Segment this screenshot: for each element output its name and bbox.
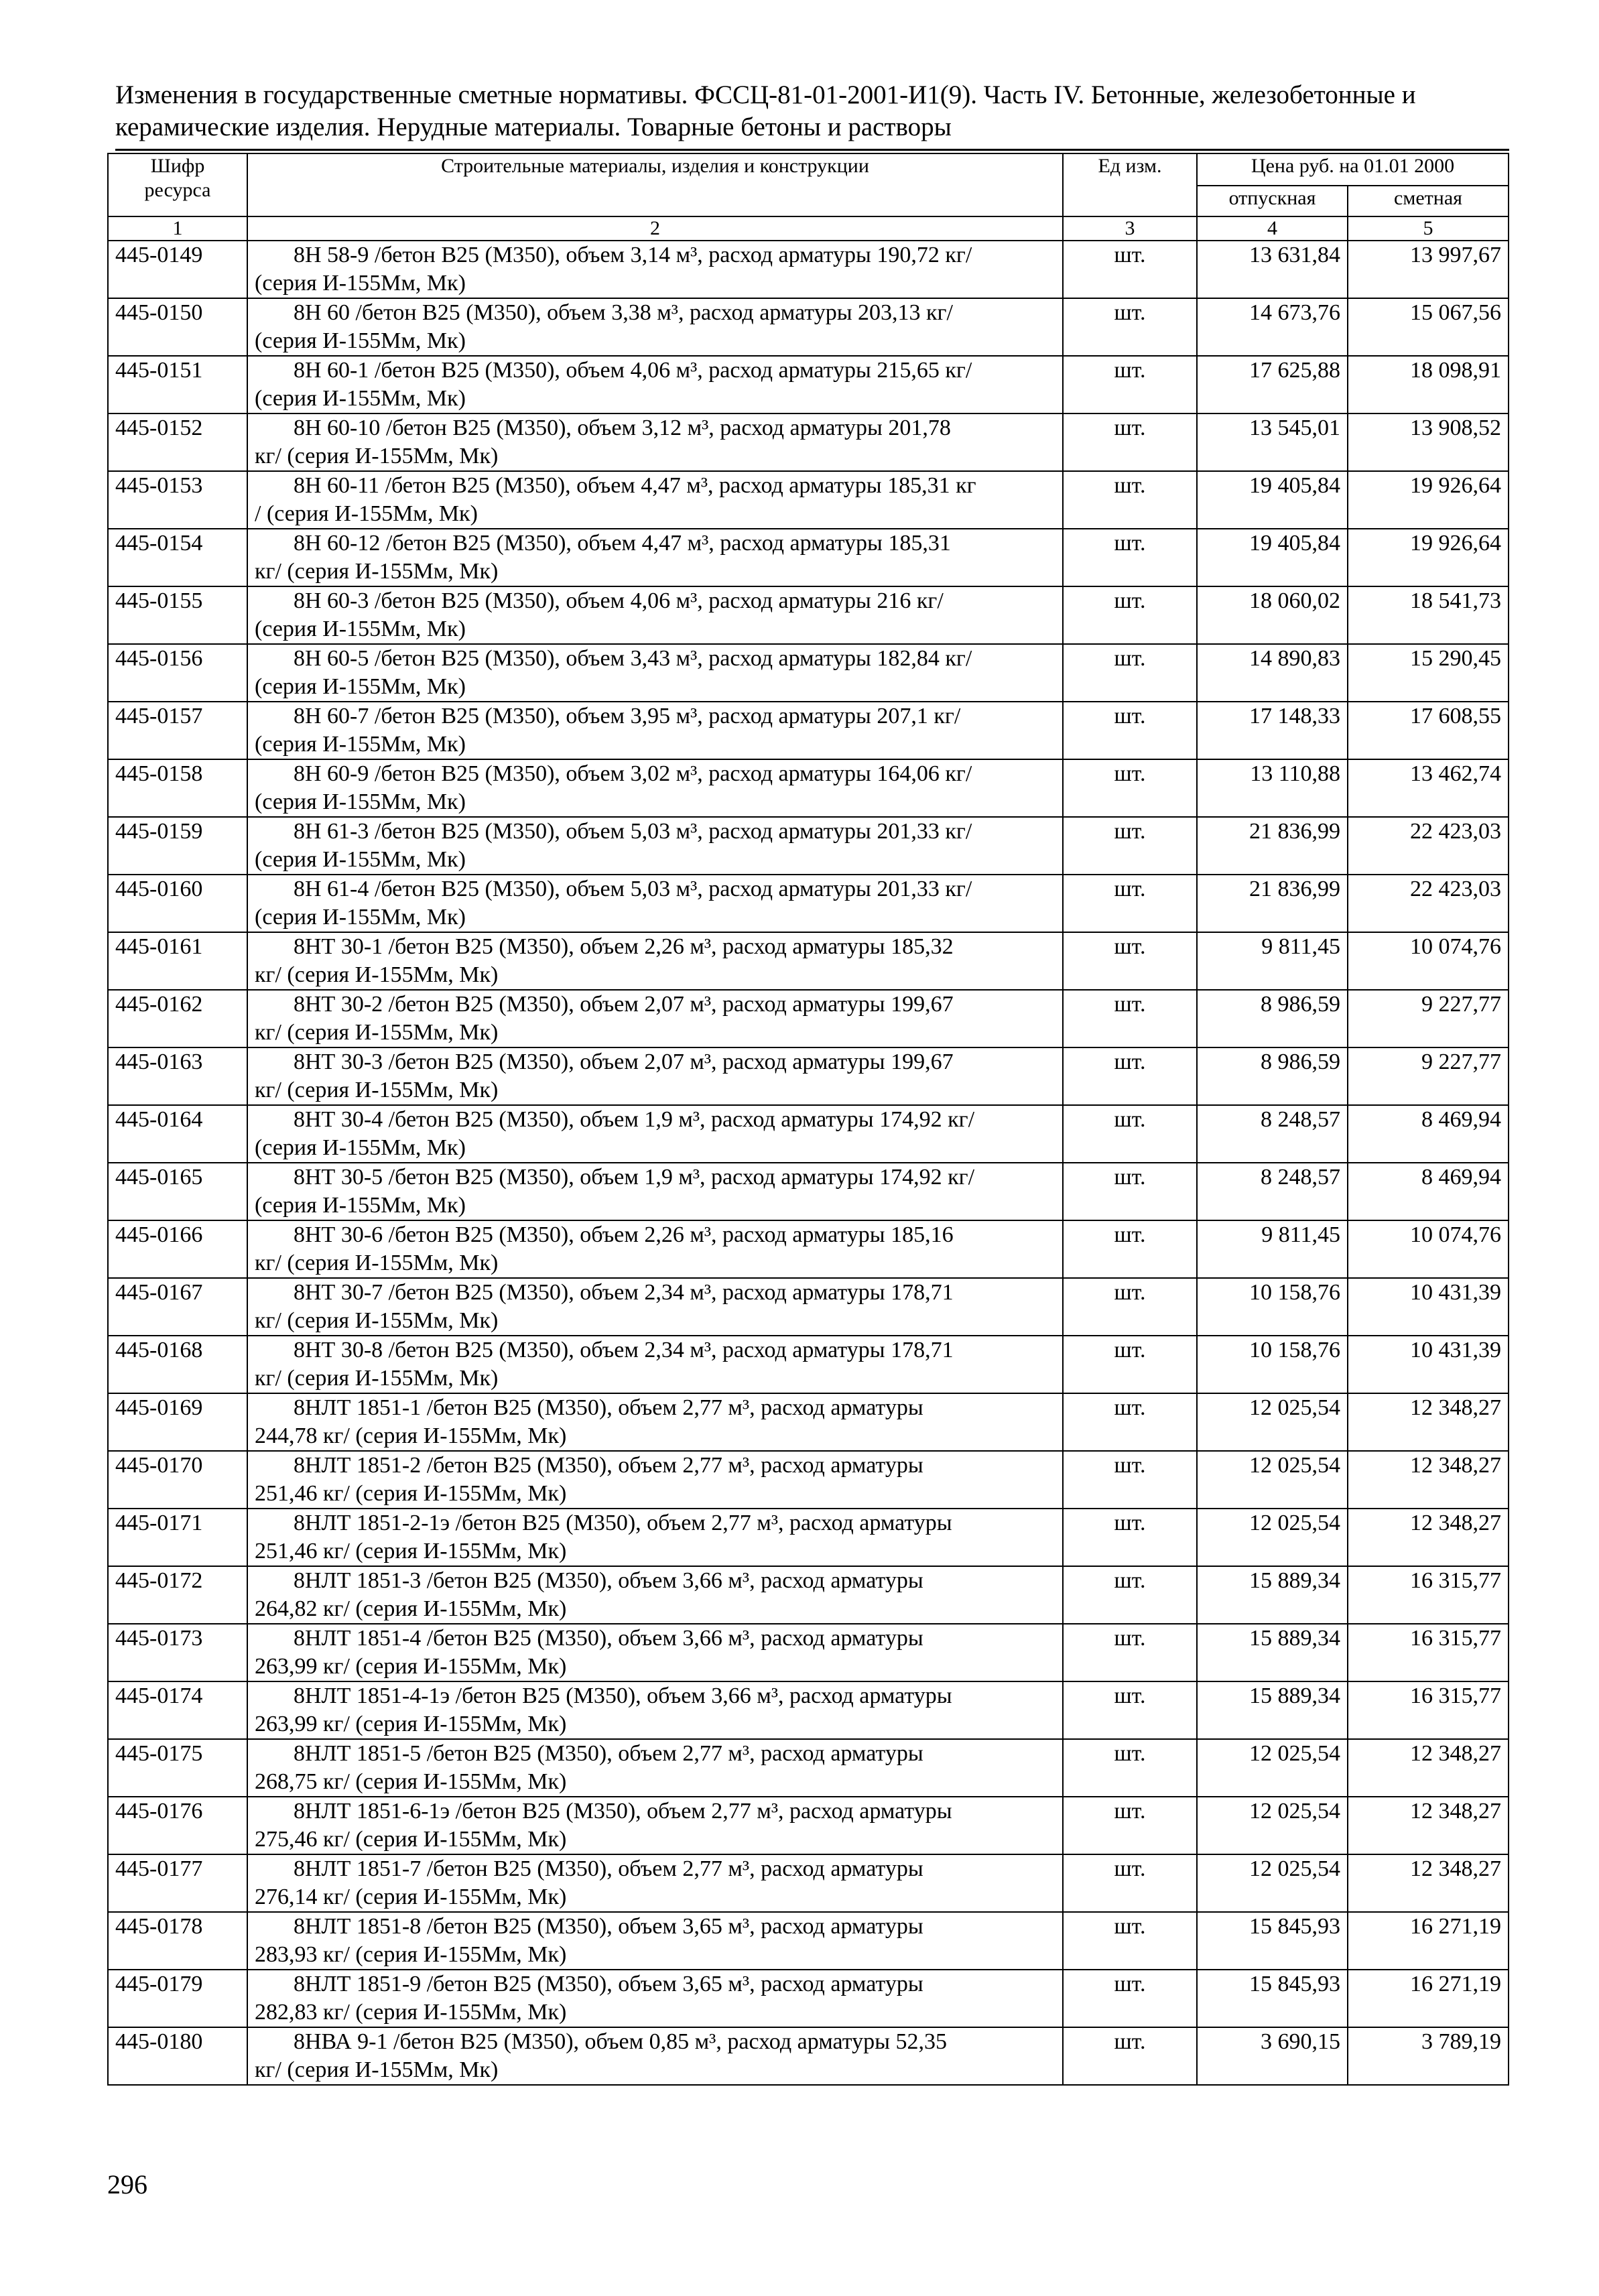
- estimate-price: 17 608,55: [1348, 702, 1509, 759]
- resource-code: 445-0158: [108, 759, 247, 817]
- description-line-2: (серия И-155Мм, Мк): [255, 386, 466, 411]
- release-price: 13 110,88: [1197, 759, 1348, 817]
- release-price: 8 248,57: [1197, 1163, 1348, 1220]
- table-row: [108, 1509, 1509, 1566]
- header-line-2: керамические изделия. Нерудные материалы. Товарные бетоны и растворы: [115, 113, 952, 141]
- estimate-price: 10 074,76: [1348, 1220, 1509, 1278]
- unit-of-measure: шт.: [1063, 1797, 1197, 1854]
- unit-of-measure: шт.: [1063, 1509, 1197, 1566]
- estimate-price: 18 541,73: [1348, 586, 1509, 644]
- col-header-code: Шифр ресурса: [108, 153, 247, 216]
- material-description: [247, 1566, 1063, 1624]
- column-number: 5: [1348, 216, 1509, 241]
- estimate-price: 12 348,27: [1348, 1509, 1509, 1566]
- estimate-price: 16 271,19: [1348, 1912, 1509, 1970]
- table-row: [108, 1797, 1509, 1854]
- estimate-price: 22 423,03: [1348, 817, 1509, 875]
- resource-code: 445-0159: [108, 817, 247, 875]
- description-line-2: кг/ (серия И-155Мм, Мк): [255, 1078, 499, 1102]
- unit-of-measure: шт.: [1063, 817, 1197, 875]
- page-number: 296: [107, 2169, 147, 2199]
- description-line-1: 8НЛТ 1851-9 /бетон В25 (М350), объем 3,65 м³, расход арматуры: [294, 1972, 923, 1996]
- unit-of-measure: шт.: [1063, 356, 1197, 413]
- estimate-price: 22 423,03: [1348, 875, 1509, 932]
- material-description: [247, 1451, 1063, 1509]
- resource-code: 445-0178: [108, 1912, 247, 1970]
- description-line-1: 8НВА 9-1 /бетон В25 (М350), объем 0,85 м³, расход арматуры 52,35: [294, 2029, 947, 2054]
- description-line-1: 8Н 60-10 /бетон В25 (М350), объем 3,12 м³, расход арматуры 201,78: [294, 416, 951, 440]
- description-line-2: кг/ (серия И-155Мм, Мк): [255, 1308, 499, 1333]
- resource-code: 445-0175: [108, 1739, 247, 1797]
- resource-code: 445-0154: [108, 529, 247, 586]
- description-line-2: 251,46 кг/ (серия И-155Мм, Мк): [255, 1481, 567, 1506]
- description-line-1: 8НЛТ 1851-7 /бетон В25 (М350), объем 2,77 м³, расход арматуры: [294, 1856, 923, 1881]
- resource-code: 445-0155: [108, 586, 247, 644]
- table-body: [108, 241, 1509, 2085]
- unit-of-measure: шт.: [1063, 586, 1197, 644]
- table-row: [108, 1912, 1509, 1970]
- description-line-2: (серия И-155Мм, Мк): [255, 328, 466, 353]
- description-line-1: 8НЛТ 1851-5 /бетон В25 (М350), объем 2,77 м³, расход арматуры: [294, 1741, 923, 1766]
- material-description: [247, 529, 1063, 586]
- table-row: [108, 1163, 1509, 1220]
- table-row: [108, 356, 1509, 413]
- description-line-2: 275,46 кг/ (серия И-155Мм, Мк): [255, 1827, 567, 1852]
- unit-of-measure: шт.: [1063, 1912, 1197, 1970]
- resource-code: 445-0160: [108, 875, 247, 932]
- description-line-1: 8Н 60-11 /бетон В25 (М350), объем 4,47 м³, расход арматуры 185,31 кг: [294, 473, 976, 498]
- material-description: [247, 586, 1063, 644]
- resource-code: 445-0177: [108, 1854, 247, 1912]
- table-row: [108, 1336, 1509, 1393]
- release-price: 15 889,34: [1197, 1681, 1348, 1739]
- table-row: [108, 644, 1509, 702]
- material-description: [247, 2027, 1063, 2085]
- estimate-price: 16 271,19: [1348, 1970, 1509, 2027]
- description-line-1: 8НЛТ 1851-1 /бетон В25 (М350), объем 2,77 м³, расход арматуры: [294, 1395, 923, 1420]
- release-price: 15 845,93: [1197, 1970, 1348, 2027]
- material-description: [247, 1739, 1063, 1797]
- description-line-2: (серия И-155Мм, Мк): [255, 1135, 466, 1160]
- table-row: [108, 1624, 1509, 1681]
- estimate-price: 10 074,76: [1348, 932, 1509, 990]
- unit-of-measure: шт.: [1063, 1278, 1197, 1336]
- description-line-2: (серия И-155Мм, Мк): [255, 1193, 466, 1218]
- estimate-price: 8 469,94: [1348, 1163, 1509, 1220]
- description-line-1: 8Н 60-1 /бетон В25 (М350), объем 4,06 м³, расход арматуры 215,65 кг/: [294, 358, 972, 383]
- resource-code: 445-0156: [108, 644, 247, 702]
- description-line-1: 8НТ 30-6 /бетон В25 (М350), объем 2,26 м³, расход арматуры 185,16: [294, 1222, 954, 1247]
- resource-code: 445-0153: [108, 471, 247, 529]
- unit-of-measure: шт.: [1063, 1970, 1197, 2027]
- estimate-price: 13 997,67: [1348, 241, 1509, 298]
- description-line-2: 263,99 кг/ (серия И-155Мм, Мк): [255, 1712, 567, 1736]
- header-line-1: Изменения в государственные сметные нормативы. ФССЦ-81-01-2001-И1(9). Часть IV. Бетонные, железобетонные и: [115, 80, 1416, 109]
- unit-of-measure: шт.: [1063, 759, 1197, 817]
- release-price: 12 025,54: [1197, 1509, 1348, 1566]
- resource-code: 445-0151: [108, 356, 247, 413]
- material-description: [247, 1336, 1063, 1393]
- release-price: 13 545,01: [1197, 413, 1348, 471]
- table-row: [108, 586, 1509, 644]
- estimate-price: 18 098,91: [1348, 356, 1509, 413]
- description-line-2: кг/ (серия И-155Мм, Мк): [255, 1020, 499, 1045]
- resource-code: 445-0149: [108, 241, 247, 298]
- description-line-1: 8НТ 30-8 /бетон В25 (М350), объем 2,34 м³, расход арматуры 178,71: [294, 1338, 954, 1362]
- estimate-price: 12 348,27: [1348, 1854, 1509, 1912]
- unit-of-measure: шт.: [1063, 1566, 1197, 1624]
- unit-of-measure: шт.: [1063, 1047, 1197, 1105]
- material-description: [247, 1681, 1063, 1739]
- description-line-2: кг/ (серия И-155Мм, Мк): [255, 962, 499, 987]
- col-header-unit: Ед изм.: [1063, 153, 1197, 216]
- material-description: [247, 1509, 1063, 1566]
- description-line-1: 8НЛТ 1851-6-1э /бетон В25 (М350), объем 2,77 м³, расход арматуры: [294, 1799, 952, 1824]
- estimate-price: 10 431,39: [1348, 1278, 1509, 1336]
- unit-of-measure: шт.: [1063, 644, 1197, 702]
- unit-of-measure: шт.: [1063, 298, 1197, 356]
- resource-code: 445-0169: [108, 1393, 247, 1451]
- description-line-2: 251,46 кг/ (серия И-155Мм, Мк): [255, 1539, 567, 1564]
- col-header-name: Строительные материалы, изделия и конструкции: [247, 153, 1063, 216]
- material-description: [247, 1970, 1063, 2027]
- unit-of-measure: шт.: [1063, 990, 1197, 1047]
- estimate-price: 9 227,77: [1348, 990, 1509, 1047]
- table-row: [108, 1278, 1509, 1336]
- table-row: [108, 1047, 1509, 1105]
- resource-code: 445-0174: [108, 1681, 247, 1739]
- resource-code: 445-0180: [108, 2027, 247, 2085]
- description-line-2: (серия И-155Мм, Мк): [255, 905, 466, 930]
- table-row: [108, 298, 1509, 356]
- release-price: 8 986,59: [1197, 1047, 1348, 1105]
- table-row: [108, 1739, 1509, 1797]
- table-row: [108, 1970, 1509, 2027]
- material-description: [247, 1163, 1063, 1220]
- unit-of-measure: шт.: [1063, 1451, 1197, 1509]
- release-price: 3 690,15: [1197, 2027, 1348, 2085]
- col-header-price: Цена руб. на 01.01 2000: [1197, 153, 1509, 186]
- release-price: 19 405,84: [1197, 529, 1348, 586]
- resource-code: 445-0171: [108, 1509, 247, 1566]
- estimate-price: 13 462,74: [1348, 759, 1509, 817]
- table-row: [108, 1854, 1509, 1912]
- resource-code: 445-0157: [108, 702, 247, 759]
- description-line-2: (серия И-155Мм, Мк): [255, 674, 466, 699]
- description-line-2: кг/ (серия И-155Мм, Мк): [255, 2057, 499, 2082]
- description-line-2: 268,75 кг/ (серия И-155Мм, Мк): [255, 1769, 567, 1794]
- material-description: [247, 759, 1063, 817]
- unit-of-measure: шт.: [1063, 1393, 1197, 1451]
- release-price: 10 158,76: [1197, 1336, 1348, 1393]
- material-description: [247, 932, 1063, 990]
- release-price: 8 986,59: [1197, 990, 1348, 1047]
- unit-of-measure: шт.: [1063, 1336, 1197, 1393]
- material-description: [247, 817, 1063, 875]
- description-line-1: 8Н 60-12 /бетон В25 (М350), объем 4,47 м³, расход арматуры 185,31: [294, 531, 951, 556]
- description-line-2: (серия И-155Мм, Мк): [255, 847, 466, 872]
- column-number: 3: [1063, 216, 1197, 241]
- release-price: 12 025,54: [1197, 1451, 1348, 1509]
- unit-of-measure: шт.: [1063, 471, 1197, 529]
- description-line-1: 8НТ 30-5 /бетон В25 (М350), объем 1,9 м³, расход арматуры 174,92 кг/: [294, 1165, 975, 1190]
- header-rule: [115, 149, 1509, 151]
- price-table: [107, 153, 1509, 2086]
- description-line-2: (серия И-155Мм, Мк): [255, 732, 466, 757]
- material-description: [247, 1393, 1063, 1451]
- release-price: 21 836,99: [1197, 875, 1348, 932]
- release-price: 17 148,33: [1197, 702, 1348, 759]
- description-line-1: 8НЛТ 1851-2 /бетон В25 (М350), объем 2,77 м³, расход арматуры: [294, 1453, 923, 1478]
- col-header-release: отпускная: [1197, 186, 1348, 216]
- release-price: 12 025,54: [1197, 1393, 1348, 1451]
- resource-code: 445-0170: [108, 1451, 247, 1509]
- description-line-1: 8Н 60 /бетон В25 (М350), объем 3,38 м³, расход арматуры 203,13 кг/: [294, 300, 953, 325]
- resource-code: 445-0166: [108, 1220, 247, 1278]
- description-line-1: 8Н 60-5 /бетон В25 (М350), объем 3,43 м³, расход арматуры 182,84 кг/: [294, 646, 972, 671]
- estimate-price: 9 227,77: [1348, 1047, 1509, 1105]
- description-line-1: 8НЛТ 1851-2-1э /бетон В25 (М350), объем 2,77 м³, расход арматуры: [294, 1511, 952, 1535]
- table-row: [108, 990, 1509, 1047]
- estimate-price: 16 315,77: [1348, 1624, 1509, 1681]
- resource-code: 445-0176: [108, 1797, 247, 1854]
- description-line-2: 283,93 кг/ (серия И-155Мм, Мк): [255, 1942, 567, 1967]
- description-line-1: 8Н 60-9 /бетон В25 (М350), объем 3,02 м³, расход арматуры 164,06 кг/: [294, 761, 972, 786]
- estimate-price: 16 315,77: [1348, 1566, 1509, 1624]
- description-line-1: 8НТ 30-4 /бетон В25 (М350), объем 1,9 м³, расход арматуры 174,92 кг/: [294, 1107, 975, 1132]
- description-line-1: 8Н 61-3 /бетон В25 (М350), объем 5,03 м³, расход арматуры 201,33 кг/: [294, 819, 972, 844]
- release-price: 21 836,99: [1197, 817, 1348, 875]
- col-header-estimate: сметная: [1348, 186, 1509, 216]
- description-line-1: 8НТ 30-7 /бетон В25 (М350), объем 2,34 м³, расход арматуры 178,71: [294, 1280, 954, 1305]
- description-line-2: (серия И-155Мм, Мк): [255, 789, 466, 814]
- release-price: 9 811,45: [1197, 932, 1348, 990]
- description-line-1: 8НТ 30-2 /бетон В25 (М350), объем 2,07 м³, расход арматуры 199,67: [294, 992, 954, 1017]
- release-price: 12 025,54: [1197, 1854, 1348, 1912]
- material-description: [247, 1624, 1063, 1681]
- estimate-price: 19 926,64: [1348, 529, 1509, 586]
- release-price: 15 889,34: [1197, 1624, 1348, 1681]
- table-row: [108, 2027, 1509, 2085]
- resource-code: 445-0165: [108, 1163, 247, 1220]
- unit-of-measure: шт.: [1063, 529, 1197, 586]
- table-row: [108, 529, 1509, 586]
- description-line-2: 276,14 кг/ (серия И-155Мм, Мк): [255, 1885, 567, 1909]
- unit-of-measure: шт.: [1063, 1681, 1197, 1739]
- release-price: 17 625,88: [1197, 356, 1348, 413]
- resource-code: 445-0162: [108, 990, 247, 1047]
- unit-of-measure: шт.: [1063, 1105, 1197, 1163]
- unit-of-measure: шт.: [1063, 1624, 1197, 1681]
- description-line-2: / (серия И-155Мм, Мк): [255, 501, 478, 526]
- table-row: [108, 1105, 1509, 1163]
- description-line-2: кг/ (серия И-155Мм, Мк): [255, 444, 499, 468]
- estimate-price: 19 926,64: [1348, 471, 1509, 529]
- release-price: 9 811,45: [1197, 1220, 1348, 1278]
- description-line-1: 8НТ 30-1 /бетон В25 (М350), объем 2,26 м³, расход арматуры 185,32: [294, 934, 954, 959]
- unit-of-measure: шт.: [1063, 932, 1197, 990]
- resource-code: 445-0167: [108, 1278, 247, 1336]
- description-line-2: 244,78 кг/ (серия И-155Мм, Мк): [255, 1423, 567, 1448]
- description-line-2: 282,83 кг/ (серия И-155Мм, Мк): [255, 2000, 567, 2025]
- material-description: [247, 1854, 1063, 1912]
- material-description: [247, 241, 1063, 298]
- resource-code: 445-0150: [108, 298, 247, 356]
- resource-code: 445-0152: [108, 413, 247, 471]
- unit-of-measure: шт.: [1063, 2027, 1197, 2085]
- table-row: [108, 702, 1509, 759]
- description-line-1: 8НЛТ 1851-8 /бетон В25 (М350), объем 3,65 м³, расход арматуры: [294, 1914, 923, 1939]
- material-description: [247, 702, 1063, 759]
- table-row: [108, 471, 1509, 529]
- release-price: 15 845,93: [1197, 1912, 1348, 1970]
- estimate-price: 16 315,77: [1348, 1681, 1509, 1739]
- description-line-2: (серия И-155Мм, Мк): [255, 617, 466, 641]
- table-row: [108, 759, 1509, 817]
- release-price: 10 158,76: [1197, 1278, 1348, 1336]
- estimate-price: 15 067,56: [1348, 298, 1509, 356]
- unit-of-measure: шт.: [1063, 1854, 1197, 1912]
- column-number: 2: [247, 216, 1063, 241]
- page-header: [115, 79, 1509, 143]
- unit-of-measure: шт.: [1063, 1220, 1197, 1278]
- unit-of-measure: шт.: [1063, 1739, 1197, 1797]
- description-line-2: кг/ (серия И-155Мм, Мк): [255, 1251, 499, 1275]
- table-row: [108, 413, 1509, 471]
- release-price: 13 631,84: [1197, 241, 1348, 298]
- description-line-1: 8НЛТ 1851-4-1э /бетон В25 (М350), объем 3,66 м³, расход арматуры: [294, 1683, 952, 1708]
- material-description: [247, 298, 1063, 356]
- material-description: [247, 1047, 1063, 1105]
- estimate-price: 3 789,19: [1348, 2027, 1509, 2085]
- table-row: [108, 1681, 1509, 1739]
- description-line-1: 8НЛТ 1851-3 /бетон В25 (М350), объем 3,66 м³, расход арматуры: [294, 1568, 923, 1593]
- release-price: 18 060,02: [1197, 586, 1348, 644]
- table-row: [108, 875, 1509, 932]
- unit-of-measure: шт.: [1063, 875, 1197, 932]
- table-row: [108, 1566, 1509, 1624]
- description-line-2: (серия И-155Мм, Мк): [255, 271, 466, 296]
- table-row: [108, 1451, 1509, 1509]
- description-line-1: 8Н 60-3 /бетон В25 (М350), объем 4,06 м³, расход арматуры 216 кг/: [294, 588, 944, 613]
- resource-code: 445-0168: [108, 1336, 247, 1393]
- table-row: [108, 817, 1509, 875]
- resource-code: 445-0161: [108, 932, 247, 990]
- release-price: 15 889,34: [1197, 1566, 1348, 1624]
- description-line-2: 264,82 кг/ (серия И-155Мм, Мк): [255, 1596, 567, 1621]
- release-price: 12 025,54: [1197, 1739, 1348, 1797]
- estimate-price: 12 348,27: [1348, 1739, 1509, 1797]
- description-line-1: 8НТ 30-3 /бетон В25 (М350), объем 2,07 м³, расход арматуры 199,67: [294, 1049, 954, 1074]
- description-line-2: 263,99 кг/ (серия И-155Мм, Мк): [255, 1654, 567, 1679]
- unit-of-measure: шт.: [1063, 1163, 1197, 1220]
- description-line-2: кг/ (серия И-155Мм, Мк): [255, 1366, 499, 1391]
- release-price: 8 248,57: [1197, 1105, 1348, 1163]
- table-row: [108, 241, 1509, 298]
- unit-of-measure: шт.: [1063, 241, 1197, 298]
- description-line-1: 8Н 61-4 /бетон В25 (М350), объем 5,03 м³, расход арматуры 201,33 кг/: [294, 877, 972, 901]
- material-description: [247, 1278, 1063, 1336]
- estimate-price: 8 469,94: [1348, 1105, 1509, 1163]
- material-description: [247, 1105, 1063, 1163]
- estimate-price: 15 290,45: [1348, 644, 1509, 702]
- resource-code: 445-0179: [108, 1970, 247, 2027]
- material-description: [247, 644, 1063, 702]
- column-number-row: [108, 216, 1509, 241]
- material-description: [247, 413, 1063, 471]
- estimate-price: 12 348,27: [1348, 1393, 1509, 1451]
- description-line-1: 8Н 60-7 /бетон В25 (М350), объем 3,95 м³, расход арматуры 207,1 кг/: [294, 704, 961, 728]
- table-row: [108, 1393, 1509, 1451]
- material-description: [247, 1220, 1063, 1278]
- resource-code: 445-0172: [108, 1566, 247, 1624]
- description-line-2: кг/ (серия И-155Мм, Мк): [255, 559, 499, 584]
- material-description: [247, 471, 1063, 529]
- release-price: 14 890,83: [1197, 644, 1348, 702]
- release-price: 14 673,76: [1197, 298, 1348, 356]
- estimate-price: 12 348,27: [1348, 1797, 1509, 1854]
- column-number: 4: [1197, 216, 1348, 241]
- material-description: [247, 875, 1063, 932]
- resource-code: 445-0163: [108, 1047, 247, 1105]
- estimate-price: 10 431,39: [1348, 1336, 1509, 1393]
- resource-code: 445-0173: [108, 1624, 247, 1681]
- estimate-price: 12 348,27: [1348, 1451, 1509, 1509]
- release-price: 19 405,84: [1197, 471, 1348, 529]
- material-description: [247, 356, 1063, 413]
- unit-of-measure: шт.: [1063, 413, 1197, 471]
- description-line-1: 8НЛТ 1851-4 /бетон В25 (М350), объем 3,66 м³, расход арматуры: [294, 1626, 923, 1651]
- material-description: [247, 990, 1063, 1047]
- column-number: 1: [108, 216, 247, 241]
- material-description: [247, 1912, 1063, 1970]
- material-description: [247, 1797, 1063, 1854]
- estimate-price: 13 908,52: [1348, 413, 1509, 471]
- table-row: [108, 1220, 1509, 1278]
- resource-code: 445-0164: [108, 1105, 247, 1163]
- table-row: [108, 932, 1509, 990]
- description-line-1: 8Н 58-9 /бетон В25 (М350), объем 3,14 м³, расход арматуры 190,72 кг/: [294, 243, 972, 267]
- release-price: 12 025,54: [1197, 1797, 1348, 1854]
- unit-of-measure: шт.: [1063, 702, 1197, 759]
